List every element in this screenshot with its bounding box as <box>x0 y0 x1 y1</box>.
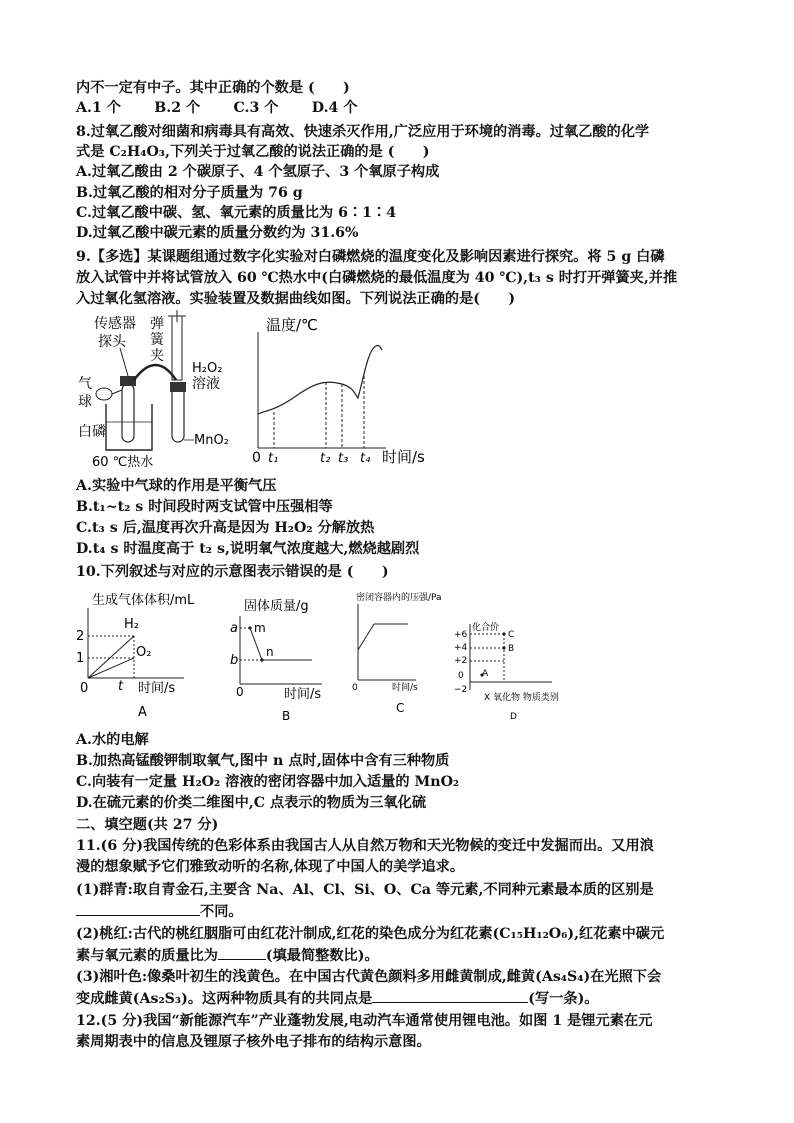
series-label-h2: H₂ <box>124 617 139 632</box>
temperature-curve <box>258 345 382 414</box>
apparatus-figure <box>76 310 246 470</box>
tick-label: +6 <box>454 630 468 640</box>
tick-label: 1 <box>76 651 85 666</box>
caption: B <box>282 709 291 723</box>
origin-label: 0 <box>352 683 358 693</box>
tick-label: +4 <box>454 643 468 653</box>
y-axis-label: 化合价 <box>472 623 500 633</box>
origin-label: 0 <box>252 450 261 466</box>
caption: D <box>510 712 517 722</box>
tick-t4: t₄ <box>360 451 371 466</box>
solution-label: 溶液 <box>192 376 220 392</box>
point-label-b: B <box>508 644 515 654</box>
text-line: 素周期表中的信息及锂原子核外电子排布的结构示意图。 <box>76 1034 431 1050</box>
origin-label: 0 <box>236 685 244 699</box>
text-line: 内不一定有中子。其中正确的个数是 ( ) <box>76 80 350 96</box>
option-a: A.水的电解 <box>76 732 149 748</box>
text-line: A.1 个 B.2 个 C.3 个 D.4 个 <box>76 100 358 116</box>
h2-line <box>88 636 134 678</box>
x-axis-label: 时间/s <box>382 448 425 466</box>
option-a: A.过氧乙酸由 2 个碳原子、4 个氢原子、3 个氧原子构成 <box>76 164 440 180</box>
tick-label: a <box>230 621 238 636</box>
question-8: 8.过氧乙酸对细菌和病毒具有高效、快速杀灭作用,广泛应用于环境的消毒。过氧乙酸的化学 <box>76 124 650 140</box>
question-9: 9.【多选】某课题组通过数字化实验对白磷燃烧的温度变化及影响因素进行探究。将 5 g 白磷 <box>76 249 665 265</box>
pressure-line <box>358 624 374 650</box>
x-axis-label: 时间/s <box>392 683 418 693</box>
answer-blank[interactable] <box>372 988 528 1003</box>
option-d: D.在硫元素的价类二维图中,C 点表示的物质为三氧化硫 <box>76 795 427 811</box>
point-label-m: m <box>254 621 266 635</box>
option-c: C.过氧乙酸中碳、氢、氧元素的质量比为 6∶1∶4 <box>76 205 397 221</box>
x-axis-label: X 氧化物 物质类别 <box>484 693 559 703</box>
q11-part3-pre: 变成雌黄(As₂S₃)。这两种物质具有的共同点是 <box>76 991 373 1007</box>
text-line: 漫的想象赋予它们雅致动听的名称,体现了中国人的美学追求。 <box>76 859 465 875</box>
origin-label: 0 <box>80 681 89 696</box>
text-line: 式是 C₂H₄O₃,下列关于过氧乙酸的说法正确的是 ( ) <box>76 144 430 160</box>
q11-part3-line2 <box>76 988 598 1009</box>
balloon-label: 气 <box>78 376 92 392</box>
tick-t3: t₃ <box>338 451 349 466</box>
chart-c <box>350 588 450 723</box>
x-axis-label: 时间/s <box>138 681 176 696</box>
q11-part1-blank-line <box>76 901 243 922</box>
temperature-chart <box>246 310 446 470</box>
tick-label: +2 <box>454 656 468 666</box>
clip-label: 簧 <box>150 332 164 348</box>
y-axis-label: 生成气体体积/mL <box>92 593 195 608</box>
q11-part2-pre: 素与氧元素的质量比为 <box>76 948 218 964</box>
q11-part1: (1)群青:取自青金石,主要含 Na、Al、Cl、Si、O、Ca 等元素,不同种元素最本质的区别是 <box>76 882 654 898</box>
option-c: C.t₃ s 后,温度再次升高是因为 H₂O₂ 分解放热 <box>76 520 375 536</box>
option-b: B.过氧乙酸的相对分子质量为 76 g <box>76 185 303 201</box>
answer-blank[interactable] <box>218 945 266 960</box>
chart-d <box>452 620 572 725</box>
point-label-a: A <box>482 669 489 679</box>
q11-part2-line2 <box>76 945 379 966</box>
q11-part2-post: (填最简整数比)。 <box>265 948 379 964</box>
caption: C <box>396 701 405 715</box>
series-label-o2: O₂ <box>136 645 152 660</box>
question-11: 11.(6 分)我国传统的色彩体系由我国古人从自然万物和天光物候的变迁中发掘而出。又用浪 <box>76 838 654 854</box>
option-c: C.向装有一定量 H₂O₂ 溶液的密闭容器中加入适量的 MnO₂ <box>76 774 460 790</box>
y-axis-label: 温度/℃ <box>266 316 318 334</box>
probe-label: 探头 <box>98 334 126 350</box>
clip-label: 弹 <box>150 316 164 332</box>
text-line: 放入试管中并将试管放入 60 ℃热水中(白磷燃烧的最低温度为 40 ℃),t₃ s 时打开弹簧夹,并推 <box>76 270 678 286</box>
option-a: A.实验中气球的作用是平衡气压 <box>76 478 277 494</box>
point-label-c: C <box>508 630 515 640</box>
chart-a <box>74 588 224 723</box>
tick-label: 2 <box>76 629 85 644</box>
h2o2-label: H₂O₂ <box>192 361 223 376</box>
tick-label: 0 <box>458 671 464 681</box>
question-10: 10.下列叙述与对应的示意图表示错误的是 ( ) <box>76 564 389 580</box>
clip-label: 夹 <box>150 348 164 364</box>
o2-line <box>88 658 134 678</box>
section-heading: 二、填空题(共 27 分) <box>76 817 219 833</box>
q11-part1-tail: 不同。 <box>200 904 243 920</box>
tick-t1: t₁ <box>268 451 279 466</box>
mno2-label: MnO₂ <box>194 433 229 448</box>
q11-part3: (3)湘叶色:像桑叶初生的浅黄色。在中国古代黄色颜料多用雌黄制成,雌黄(As₄S₄)在光照下会 <box>76 969 662 985</box>
q11-part3-post: (写一条)。 <box>528 991 599 1007</box>
tick-label: b <box>230 653 239 668</box>
text-line: 入过氧化氢溶液。实验装置及数据曲线如图。下列说法正确的是( ) <box>76 291 516 307</box>
balloon-label: 球 <box>78 394 92 410</box>
question-12: 12.(5 分)我国“新能源汽车”产业蓬勃发展,电动汽车通常使用锂电池。如图 1 是锂元素在元 <box>76 1013 653 1029</box>
tick-t2: t₂ <box>320 451 331 466</box>
tick-label: −2 <box>454 685 468 695</box>
option-d: D.过氧乙酸中碳元素的质量分数约为 31.6% <box>76 225 359 241</box>
y-axis-label: 固体质量/g <box>244 599 309 614</box>
water-label: 60 ℃热水 <box>92 455 154 470</box>
x-axis-label: 时间/s <box>284 687 322 702</box>
option-d: D.t₄ s 时温度高于 t₂ s,说明氧气浓度越大,燃烧越剧烈 <box>76 541 420 557</box>
option-b: B.t₁~t₂ s 时间段时两支试管中压强相等 <box>76 499 333 515</box>
q11-part2: (2)桃红:古代的桃红胭脂可由红花汁制成,红花的染色成分为红花素(C₁₅H₁₂O₆),红花素中碳元 <box>76 926 665 942</box>
point-label-n: n <box>266 645 274 659</box>
option-b: B.加热高锰酸钾制取氧气,图中 n 点时,固体中含有三种物质 <box>76 753 450 769</box>
answer-blank[interactable] <box>76 901 200 916</box>
phosphorus-label: 白磷 <box>78 424 106 440</box>
sensor-label: 传感器 <box>94 316 136 332</box>
tick-label: t <box>118 679 124 694</box>
caption: A <box>138 705 147 720</box>
y-axis-label: 密闭容器内的压强/Pa <box>356 593 442 603</box>
chart-b <box>228 592 338 727</box>
